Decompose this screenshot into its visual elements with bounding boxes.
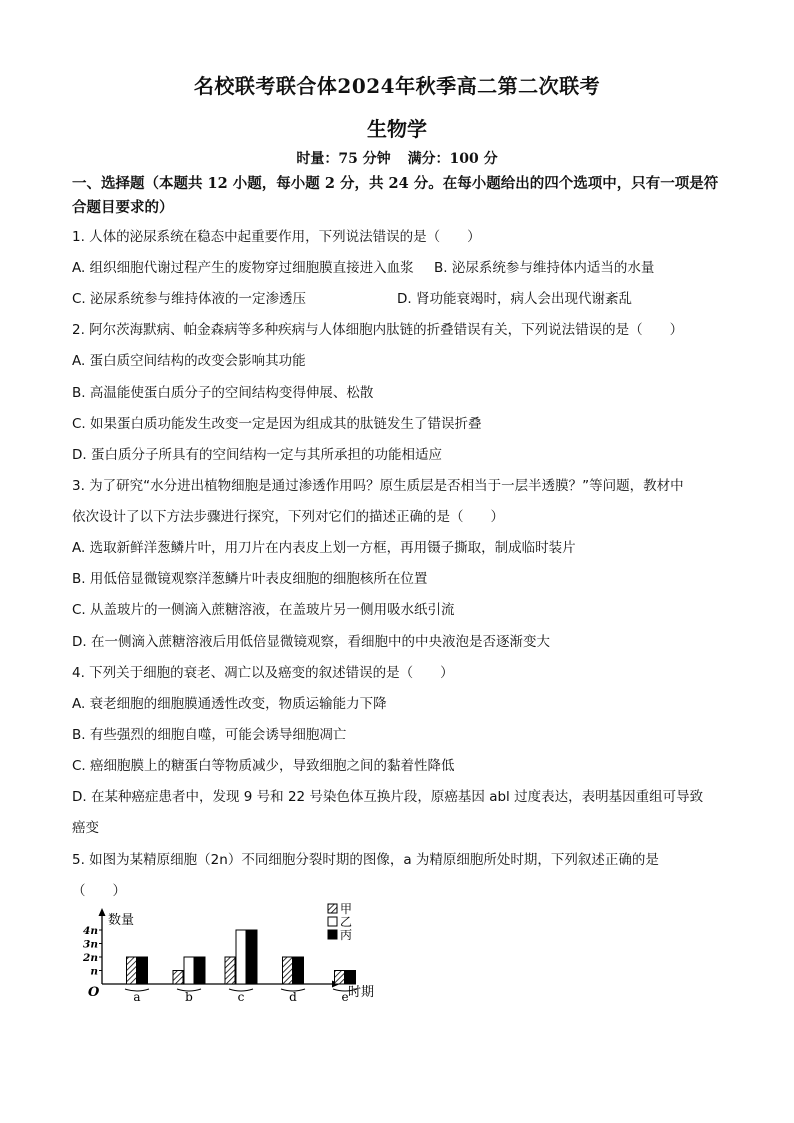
y-tick-label: n — [90, 965, 98, 978]
legend-swatch-乙 — [328, 917, 337, 926]
category-label: e — [341, 990, 349, 1004]
q1-option-c: C. 泌尿系统参与维持体液的一定渗透压 — [72, 291, 307, 307]
q1-option-d: D. 肾功能衰竭时，病人会出现代谢紊乱 — [397, 291, 632, 307]
x-axis-label: 时期 — [348, 985, 375, 1000]
bar-c-乙 — [236, 930, 246, 984]
bar-a-丙 — [138, 957, 148, 984]
section-heading: 一、选择题（本题共 12 小题，每小题 2 分，共 24 分。在每小题给出的四个选项中，只有一项是符合题目要求的） — [72, 175, 719, 216]
q1-stem: 1. 人体的泌尿系统在稳态中起重要作用，下列说法错误的是（ ） — [72, 229, 481, 245]
chart-svg — [72, 900, 392, 1012]
bar-e-丙 — [346, 971, 356, 985]
q1-option-b: B. 泌尿系统参与维持体内适当的水量 — [434, 260, 655, 276]
bar-c-甲 — [225, 957, 235, 984]
q5-stem-line1: 5. 如图为某精原细胞（2n）不同细胞分裂时期的图像，a 为精原细胞所处时期，下列叙述正确的是 — [72, 852, 659, 868]
q4-option-d-line2: 癌变 — [72, 820, 99, 836]
time-limit: 时量：75 分钟 — [296, 151, 391, 167]
q2-option-d: D. 蛋白质分子所具有的空间结构一定与其所承担的功能相适应 — [72, 447, 442, 463]
category-label: a — [133, 990, 141, 1004]
q4-stem: 4. 下列关于细胞的衰老、凋亡以及癌变的叙述错误的是（ ） — [72, 665, 454, 681]
cell-division-chart — [72, 900, 392, 1012]
legend-swatch-丙 — [328, 930, 337, 939]
q3-option-d: D. 在一侧滴入蔗糖溶液后用低倍显微镜观察，看细胞中的中央液泡是否逐渐变大 — [72, 634, 550, 650]
legend-swatch-甲 — [328, 904, 337, 913]
q2-option-b: B. 高温能使蛋白质分子的空间结构变得伸展、松散 — [72, 385, 374, 401]
q4-option-c: C. 癌细胞膜上的糖蛋白等物质减少，导致细胞之间的黏着性降低 — [72, 758, 455, 774]
exam-title: 名校联考联合体2024年秋季高二第二次联考 — [193, 74, 601, 98]
q2-option-c: C. 如果蛋白质功能发生改变一定是因为组成其的肽链发生了错误折叠 — [72, 416, 482, 432]
category-label: c — [237, 990, 245, 1004]
y-tick-label: 3n — [83, 938, 98, 951]
chart-legend — [328, 902, 352, 942]
bar-a-甲 — [127, 957, 137, 984]
q5-stem-line2: （ ） — [72, 883, 126, 899]
category-label: b — [185, 990, 193, 1004]
legend-label-丙: 丙 — [340, 928, 353, 942]
bar-b-乙 — [184, 957, 194, 984]
q3-stem-line1: 3. 为了研究“水分进出植物细胞是通过渗透作用吗？原生质层是否相当于一层半透膜？”等问题，教材中 — [72, 478, 684, 494]
subject-title: 生物学 — [367, 117, 427, 141]
q3-option-c: C. 从盖玻片的一侧滴入蔗糖溶液，在盖玻片另一侧用吸水纸引流 — [72, 602, 455, 618]
legend-label-甲: 甲 — [340, 902, 353, 916]
legend-label-乙: 乙 — [340, 915, 353, 929]
origin-label: O — [88, 985, 100, 1000]
bar-e-甲 — [335, 971, 345, 985]
y-axis-label: 数量 — [108, 913, 135, 928]
q3-stem-line2: 依次设计了以下方法步骤进行探究，下列对它们的描述正确的是（ ） — [72, 509, 504, 525]
bar-d-甲 — [283, 957, 293, 984]
q2-option-a: A. 蛋白质空间结构的改变会影响其功能 — [72, 353, 306, 369]
bar-c-丙 — [247, 930, 257, 984]
q2-stem: 2. 阿尔茨海默病、帕金森病等多种疾病与人体细胞内肽链的折叠错误有关，下列说法错误的是（ ） — [72, 322, 684, 338]
chart-bars — [125, 930, 357, 1004]
category-label: d — [289, 990, 297, 1004]
y-axis-arrow — [99, 908, 106, 916]
q3-option-a: A. 选取新鲜洋葱鳞片叶，用刀片在内表皮上划一方框，再用镊子撕取，制成临时装片 — [72, 540, 576, 556]
full-score: 满分：100 分 — [407, 151, 498, 167]
y-tick-label: 2n — [83, 952, 98, 964]
bar-b-甲 — [173, 971, 183, 985]
exam-meta — [0, 148, 794, 168]
q1-option-a: A. 组织细胞代谢过程产生的废物穿过细胞膜直接进入血浆 — [72, 260, 414, 276]
bar-b-丙 — [195, 957, 205, 984]
q4-option-a: A. 衰老细胞的细胞膜通透性改变，物质运输能力下降 — [72, 696, 387, 712]
y-tick-label: 4n — [83, 925, 98, 937]
q4-option-b: B. 有些强烈的细胞自噬，可能会诱导细胞凋亡 — [72, 727, 347, 743]
q3-option-b: B. 用低倍显微镜观察洋葱鳞片叶表皮细胞的细胞核所在位置 — [72, 571, 428, 587]
q4-option-d-line1: D. 在某种癌症患者中，发现 9 号和 22 号染色体互换片段，原癌基因 abl 过度表达，表明基因重组可导致 — [72, 789, 704, 805]
bar-d-丙 — [294, 957, 304, 984]
